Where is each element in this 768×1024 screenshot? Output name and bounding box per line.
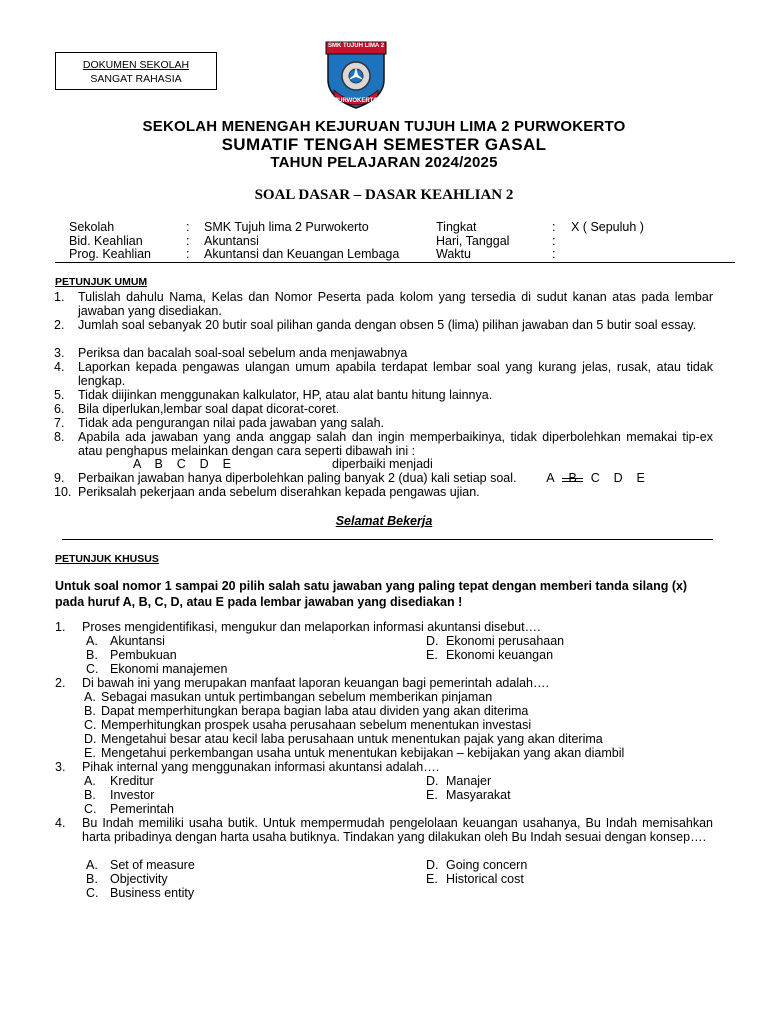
confidential-line-1: DOKUMEN SEKOLAH — [82, 59, 190, 71]
option-key: E. — [426, 872, 438, 886]
info-label-school: Sekolah — [69, 220, 115, 234]
question-text: Di bawah ini yang merupakan manfaat laporan keuangan bagi pemerintah adalah…. — [82, 676, 549, 690]
option-key: A. — [86, 858, 98, 872]
option-text: Going concern — [446, 858, 528, 872]
list-item — [54, 318, 713, 346]
school-logo — [322, 40, 390, 110]
option-text: Masyarakat — [446, 788, 511, 802]
question-number: 4. — [55, 816, 66, 830]
option-key: D. — [84, 732, 97, 746]
list-item — [54, 471, 713, 485]
option-key: B. — [84, 704, 96, 718]
divider — [55, 262, 735, 263]
option-text: Mengetahui perkembangan usaha untuk menentukan kebijakan – kebijakan yang akan diambil — [101, 746, 625, 760]
rule-number: 5. — [54, 388, 65, 402]
special-instructions-title: PETUNJUK KHUSUS — [55, 553, 159, 565]
subject-title: SOAL DASAR – DASAR KEAHLIAN 2 — [254, 187, 514, 203]
example-arrow-text: diperbaiki menjadi — [332, 457, 433, 471]
info-value-field: Akuntansi — [204, 234, 259, 248]
logo-top-text: SMK TUJUH LIMA 2 — [327, 43, 385, 49]
option-text: Akuntansi — [110, 634, 165, 648]
example-choice-rest: C D E — [590, 471, 645, 485]
option-text: Pemerintah — [110, 802, 174, 816]
option-text: Historical cost — [446, 872, 524, 886]
option-key: E. — [84, 746, 96, 760]
question-text: Bu Indah memiliki usaha butik. Untuk mempermudah pengelolaan keuangan usahanya, Bu Indah memisahkan harta pribadinya dengan harta usaha butiknya. Tindakan yang dilakukan oleh Bu Indah sesuai dengan konsep…. — [82, 816, 713, 844]
list-item — [54, 290, 713, 318]
list-item — [54, 430, 713, 458]
option-text: Memperhitungkan prospek usaha perusahaan sebelum menentukan investasi — [101, 718, 532, 732]
question-number: 3. — [55, 760, 66, 774]
rule-number: 3. — [54, 346, 65, 360]
option-text: Set of measure — [110, 858, 195, 872]
list-item — [54, 402, 713, 416]
option-text: Ekonomi keuangan — [446, 648, 554, 662]
option-text: Business entity — [110, 886, 195, 900]
rule-text: Perbaikan jawaban hanya diperbolehkan paling banyak 2 (dua) kali setiap soal. — [78, 471, 517, 485]
closing-text: Selamat Bekerja — [335, 514, 433, 528]
option-key: B. — [86, 872, 98, 886]
list-item — [54, 346, 713, 360]
rule-text: Jumlah soal sebanyak 20 butir soal pilihan ganda dengan obsen 5 (lima) pilihan jawaban dan 5 butir soal essay. — [78, 318, 697, 332]
info-label-program: Prog. Keahlian — [69, 247, 152, 261]
info-colon: : — [186, 220, 190, 234]
info-colon: : — [552, 234, 556, 248]
option-text: Ekonomi manajemen — [110, 662, 228, 676]
option-text: Ekonomi perusahaan — [446, 634, 565, 648]
option-key: C. — [86, 886, 99, 900]
rule-number: 10. — [54, 485, 72, 499]
confidential-line-2: SANGAT RAHASIA — [90, 73, 182, 85]
confidential-box — [55, 52, 217, 90]
info-value-grade: X ( Sepuluh ) — [571, 220, 644, 234]
rule-number: 1. — [54, 290, 65, 304]
exam-title: SUMATIF TENGAH SEMESTER GASAL — [221, 135, 547, 154]
school-name: SEKOLAH MENENGAH KEJURUAN TUJUH LIMA 2 PURWOKERTO — [142, 118, 626, 135]
option-key: E. — [426, 788, 438, 802]
option-text: Investor — [110, 788, 155, 802]
info-colon: : — [186, 247, 190, 261]
option-text: Manajer — [446, 774, 492, 788]
option-key: D. — [426, 634, 439, 648]
list-item — [54, 388, 713, 402]
rule-text: Periksalah pekerjaan anda sebelum diserahkan kepada pengawas ujian. — [78, 485, 480, 499]
option-key: B. — [86, 648, 98, 662]
question-number: 2. — [55, 676, 66, 690]
option-key: D. — [426, 774, 439, 788]
rule-number: 2. — [54, 318, 65, 332]
special-instructions-text: Untuk soal nomor 1 sampai 20 pilih salah satu jawaban yang paling tepat dengan memberi tanda silang (x) pada huruf A, B, C, D, atau E pada lembar jawaban yang disediakan ! — [55, 579, 688, 609]
rule-text: Periksa dan bacalah soal-soal sebelum anda menjawabnya — [78, 346, 408, 360]
academic-year: TAHUN PELAJARAN 2024/2025 — [270, 154, 498, 171]
option-key: D. — [426, 858, 439, 872]
rule-text: Apabila ada jawaban yang anda anggap salah dan ingin memperbaikinya, tidak diperbolehkan memakai tip-ex atau penghapus melainkan dengan cara seperti dibawah ini : — [78, 430, 713, 458]
info-colon: : — [186, 234, 190, 248]
option-key: C. — [84, 718, 97, 732]
rule-text: Tidak ada pengurangan nilai pada jawaban yang salah. — [78, 416, 385, 430]
option-key: A. — [84, 690, 96, 704]
rule-number: 4. — [54, 360, 65, 374]
divider — [62, 539, 713, 540]
rule-text: Bila diperlukan,lembar soal dapat dicorat-coret. — [78, 402, 340, 416]
rule-text: Tulislah dahulu Nama, Kelas dan Nomor Peserta pada kolom yang tersedia di sudut kanan atas pada lembar jawaban yang disediakan. — [78, 290, 713, 318]
rule-text: Tidak diijinkan menggunakan kalkulator, HP, atau alat bantu hitung lainnya. — [78, 388, 493, 402]
info-colon: : — [552, 247, 556, 261]
general-instructions-title: PETUNJUK UMUM — [55, 276, 148, 288]
info-value-school: SMK Tujuh lima 2 Purwokerto — [204, 220, 369, 234]
info-label-time: Waktu — [436, 247, 471, 261]
option-text: Objectivity — [110, 872, 168, 886]
example-choices-before: A B C D E — [133, 457, 231, 471]
question-text: Proses mengidentifikasi, mengukur dan melaporkan informasi akuntansi disebut…. — [82, 620, 541, 634]
question-text: Pihak internal yang menggunakan informasi akuntansi adalah…. — [82, 760, 440, 774]
logo-bottom-text: PURWOKERTO — [334, 98, 378, 104]
option-key: C. — [84, 802, 97, 816]
option-key: E. — [426, 648, 438, 662]
option-text: Sebagai masukan untuk pertimbangan sebelum memberikan pinjaman — [101, 690, 493, 704]
info-label-field: Bid. Keahlian — [69, 234, 143, 248]
example-choice-a: A — [546, 471, 555, 485]
option-key: A. — [84, 774, 96, 788]
list-item — [54, 416, 713, 430]
info-label-grade: Tingkat — [436, 220, 477, 234]
option-text: Pembukuan — [110, 648, 177, 662]
info-colon: : — [552, 220, 556, 234]
option-text: Mengetahui besar atau kecil laba perusahaan untuk menentukan pajak yang akan diterima — [101, 732, 603, 746]
rule-text: Laporkan kepada pengawas ulangan umum apabila terdapat lembar soal yang kurang jelas, rusak, atau tidak lengkap. — [78, 360, 713, 388]
info-label-date: Hari, Tanggal — [436, 234, 510, 248]
rule-number: 8. — [54, 430, 65, 444]
option-text: Dapat memperhitungkan berapa bagian laba atau dividen yang akan diterima — [101, 704, 529, 718]
option-text: Kreditur — [110, 774, 154, 788]
list-item — [54, 485, 713, 499]
option-key: C. — [86, 662, 99, 676]
option-key: B. — [84, 788, 96, 802]
rule-number: 9. — [54, 471, 65, 485]
example-choice-b-crossed: B — [568, 471, 577, 485]
question-number: 1. — [55, 620, 66, 634]
rule-number: 7. — [54, 416, 65, 430]
list-item — [54, 360, 713, 388]
option-key: A. — [86, 634, 98, 648]
rule-number: 6. — [54, 402, 65, 416]
info-value-program: Akuntansi dan Keuangan Lembaga — [204, 247, 400, 261]
